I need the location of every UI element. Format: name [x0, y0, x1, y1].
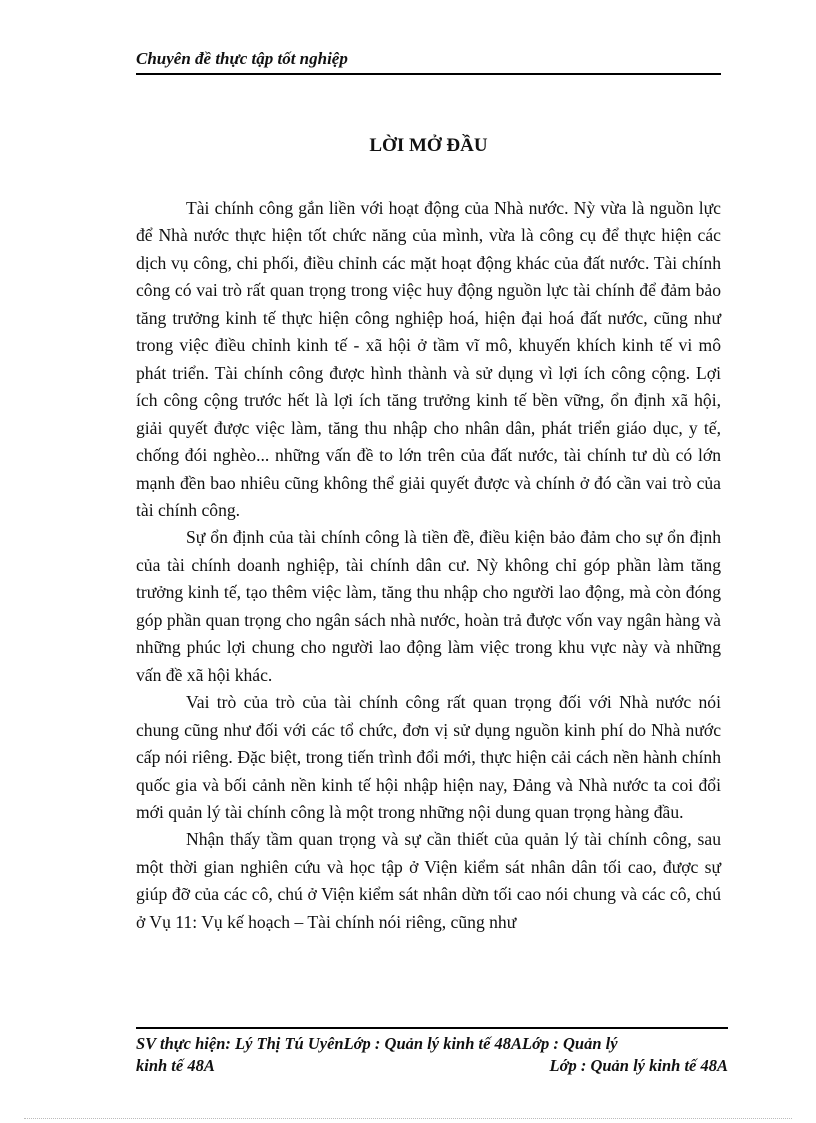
paragraph: Sự ổn định của tài chính công là tiền đề, điều kiện bảo đảm cho sự ổn định của tài chính doanh nghiệp, tài chính dân cư. Nỳ không chỉ góp phần làm tăng trưởng kinh tế, tạo thêm việc làm, tăng thu nhập cho người lao động, mà còn đóng góp phần quan trọng cho ngân sách nhà nước, hoàn trả được vốn vay ngân hàng và những phúc lợi chung cho người lao động làm việc trong khu vực này và những vấn đề xã hội khác.: [136, 527, 721, 685]
header-title: Chuyên đề thực tập tốt nghiệp: [136, 49, 348, 68]
footer-line-2: [136, 1055, 728, 1077]
page-bottom-divider: [24, 1118, 792, 1119]
footer-class-right: Lớp : Quản lý kinh tế 48A: [549, 1056, 728, 1075]
page-header: [136, 48, 721, 75]
paragraph: Tài chính công gắn liền với hoạt động của Nhà nước. Nỳ vừa là nguồn lực để Nhà nước thực hiện tốt chức năng của mình, vừa là công cụ để thực hiện các dịch vụ công, chi phối, điều chỉnh các mặt hoạt động khác của đất nước. Tài chính công có vai trò rất quan trọng trong việc huy động nguồn lực tài chính để đảm bảo tăng trưởng kinh tế thực hiện công nghiệp hoá, hiện đại hoá đất nước, cũng như trong việc điều chỉnh kinh tế - xã hội ở tầm vĩ mô, khuyến khích kinh tế vi mô phát triển. Tài chính công được hình thành và sử dụng vì lợi ích công cộng. Lợi ích công cộng trước hết là lợi ích tăng trưởng kinh tế bền vững, ổn định xã hội, giải quyết được việc làm, tăng thu nhập cho nhân dân, phát triển giáo dục, y tế, chống đói nghèo... những vấn đề to lớn trên của đất nước, tài chính tư dù có lớn mạnh đền bao nhiêu cũng không thể giải quyết được và chính ở đó cần vai trò của tài chính công.: [136, 198, 721, 520]
document-title: LỜI MỞ ĐẦU: [369, 135, 488, 156]
paragraph: Nhận thấy tầm quan trọng và sự cần thiết của quản lý tài chính công, sau một thời gian nghiên cứu và học tập ở Viện kiểm sát nhân dân tối cao, được sự giúp đỡ của các cô, chú ở Viện kiểm sát nhân dừn tối cao nói chung và các cô, chú ở Vụ 11: Vụ kế hoạch – Tài chính nói riêng, cũng như: [136, 829, 721, 932]
footer-line-1: SV thực hiện: Lý Thị Tú UyênLớp : Quản lý kinh tế 48ALớp : Quản lý: [136, 1034, 618, 1053]
page-footer: [136, 1027, 728, 1077]
document-body: [136, 195, 721, 936]
paragraph: Vai trò của trò của tài chính công rất quan trọng đối với Nhà nước nói chung cũng như đối với các tổ chức, đơn vị sử dụng nguồn kinh phí do Nhà nước cấp nói riêng. Đặc biệt, trong tiến trình đổi mới, thực hiện cải cách nền hành chính quốc gia và bối cảnh nền kinh tế hội nhập hiện nay, Đảng và Nhà nước ta coi đổi mới quản lý tài chính công là một trong những nội dung quan trọng hàng đầu.: [136, 692, 721, 822]
footer-class-left: kinh tế 48A: [136, 1056, 215, 1075]
